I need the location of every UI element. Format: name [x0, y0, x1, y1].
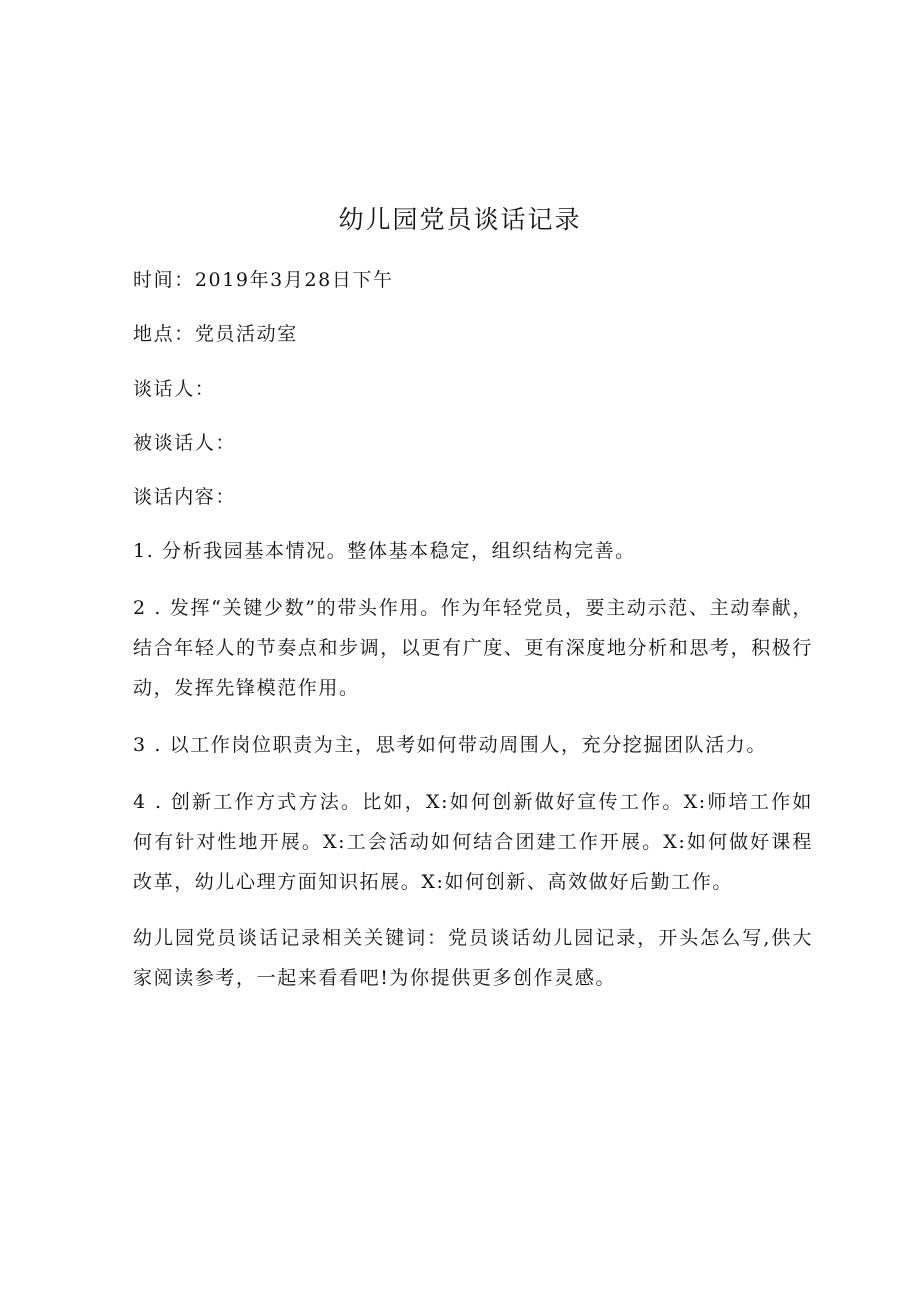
time-line — [133, 264, 813, 296]
content-item-4: 4 . 创新工作方式方法。比如，X:如何创新做好宣传工作。X:师培工作如何有针对性地开展。X:工会活动如何结合团建工作开展。X:如何做好课程改革，幼儿心理方面知识拓展。X:如何创新、高效做好后勤工作。 — [133, 791, 813, 893]
place-label: 地点： — [133, 323, 195, 345]
place-line — [133, 318, 813, 350]
listener-label: 被谈话人： — [133, 432, 237, 454]
content-item-1: 1. 分析我园基本情况。整体基本稳定，组织结构完善。 — [133, 540, 636, 562]
listener-line — [133, 427, 813, 459]
speaker-label: 谈话人： — [133, 378, 216, 400]
keyword-note: 幼儿园党员谈话记录相关关键词：党员谈话幼儿园记录，开头怎么写,供大家阅读参考，一起来看看吧!为你提供更多创作灵感。 — [133, 927, 813, 989]
content-heading: 谈话内容： — [133, 486, 237, 508]
time-value: 2019年3月28日下午 — [194, 269, 394, 291]
speaker-line — [133, 373, 813, 405]
place-value: 党员活动室 — [194, 323, 298, 345]
document-title: 幼儿园党员谈话记录 — [338, 205, 582, 234]
time-label: 时间： — [133, 269, 195, 291]
content-item-2: 2 . 发挥“关键少数”的带头作用。作为年轻党员，要主动示范、主动奉献，结合年轻人的节奏点和步调，以更有广度、更有深度地分析和思考，积极行动，发挥先锋模范作用。 — [133, 597, 813, 699]
content-item-3: 3 . 以工作岗位职责为主，思考如何带动周围人，充分挖掘团队活力。 — [133, 734, 768, 756]
